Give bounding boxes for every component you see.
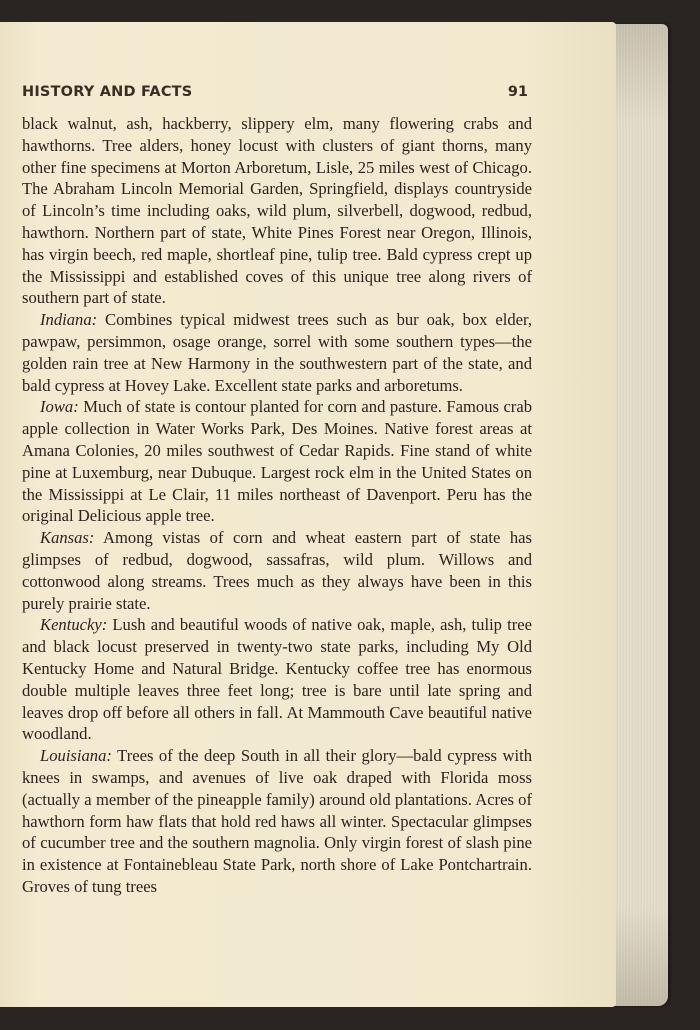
paragraph-text: Among vistas of corn and wheat eastern part of state has glimpses of redbud, dogwood, sassafras, wild plum. Willows and cottonwood along streams. Trees much as they always have been in this purely prairie state. — [22, 528, 532, 613]
entry-iowa — [22, 396, 532, 527]
state-name: Iowa: — [40, 397, 79, 417]
paragraph-text: Much of state is contour planted for corn and pasture. Famous crab apple collection in Water Works Park, Des Moines. Native forest areas at Amana Colonies, 20 miles southwest of Cedar Rapids. Fine stand of white pine at Luxemburg, near Dubuque. Largest rock elm in the United States on the Mississippi at Le Clair, 11 miles northeast of Davenport. Peru has the original Delicious apple tree. — [22, 397, 532, 526]
state-name: Louisiana: — [40, 746, 112, 766]
page-edges — [612, 24, 668, 1006]
paragraph-text: Lush and beautiful woods of native oak, maple, ash, tulip tree and black locust preserved in twenty-two state parks, including My Old Kentucky Home and Natural Bridge. Kentucky coffee tree has enormous double multiple leaves three feet long; tree is bare until late spring and leaves drop off before all others in fall. At Mammouth Cave beautiful native woodland. — [22, 615, 532, 744]
page-header — [22, 84, 528, 108]
paragraph-continued — [22, 113, 532, 309]
running-head: HISTORY AND FACTS — [22, 84, 193, 100]
state-name: Kansas: — [40, 528, 95, 548]
entry-kentucky — [22, 614, 532, 745]
entry-louisiana — [22, 745, 532, 898]
entry-kansas — [22, 527, 532, 614]
entry-indiana — [22, 309, 532, 396]
paragraph-text: Trees of the deep South in all their glory—bald cypress with knees in swamps, and avenues of live oak draped with Florida moss (actually a member of the pineapple family) around old plantations. Acres of hawthorn form haw flats that hold red haws all winter. Spectacular glimpses of cucumber tree and the southern magnolia. Only virgin forest of slash pine in existence at Fontainebleau State Park, north shore of Lake Pontchartrain. Groves of tung trees — [22, 746, 532, 896]
body-text — [22, 113, 532, 898]
page-number: 91 — [507, 84, 528, 100]
paragraph-text: Combines typical midwest trees such as bur oak, box elder, pawpaw, persimmon, osage orange, sorrel with some southern types—the golden rain tree at New Harmony in the southwestern part of the state, and bald cypress at Hovey Lake. Excellent state parks and arboretums. — [22, 310, 532, 395]
state-name: Kentucky: — [40, 615, 108, 635]
paragraph-text: black walnut, ash, hackberry, slippery elm, many flowering crabs and hawthorns. Tree alders, honey locust with clusters of giant thorns, many other fine specimens at Morton Arboretum, Lisle, 25 miles west of Chicago. The Abraham Lincoln Memorial Garden, Springfield, displays countryside of Lincoln’s time including oaks, wild plum, silverbell, dogwood, redbud, hawthorn. Northern part of state, White Pines Forest near Oregon, Illinois, has virgin beech, red maple, shortleaf pine, tulip tree. Bald cypress crept up the Mississippi and established coves of this unique tree along rivers of southern part of state. — [22, 114, 532, 308]
state-name: Indiana: — [40, 310, 98, 330]
